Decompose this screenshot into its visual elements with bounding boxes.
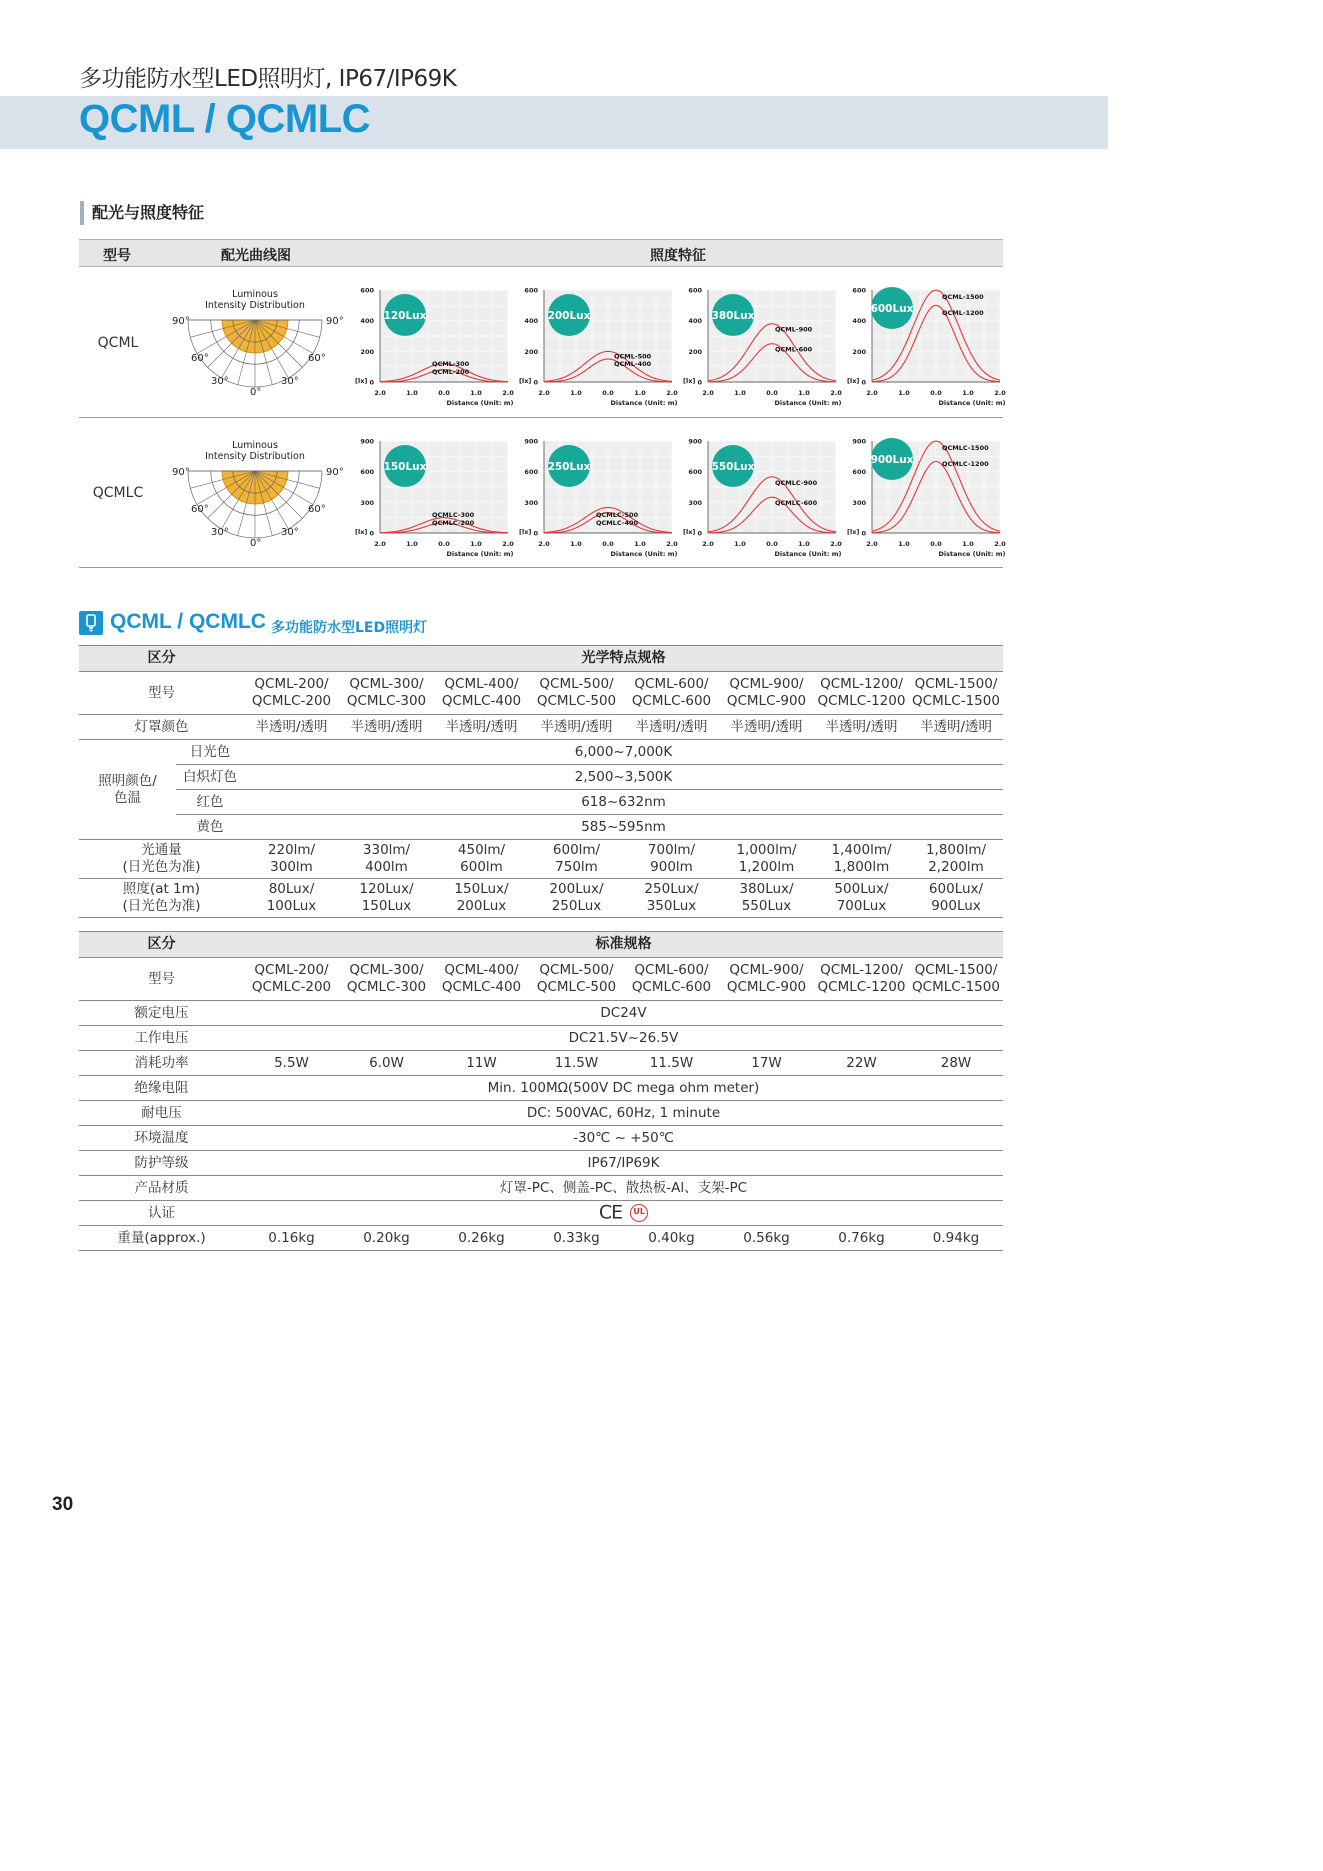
series-label: QCML-600 [775,345,813,354]
x-tick-label: 1.0 [406,389,418,397]
series-label: QCMLC-900 [775,478,818,487]
series-label: QCML-1500 [942,293,984,301]
weight-cell: 0.40kg [624,1226,719,1251]
model-cell: QCML-600/ QCMLC-600 [624,958,719,1001]
y-unit-label: [lx] [355,528,368,536]
col-curve-header: 配光曲线图 [221,248,291,264]
insulation-row [79,1076,1003,1101]
y-tick-label: 600 [524,286,538,295]
page-title: QCML / QCMLC [79,97,371,141]
lux-badge-label: 200Lux [547,310,591,322]
x-tick-label: 0.0 [930,389,942,397]
cover-cell: 半透明/透明 [909,715,1003,740]
y-tick-label: 300 [524,498,538,507]
rated-voltage-row [79,1001,1003,1026]
illuminance-cell: 200Lux/ 250Lux [529,879,624,918]
weight-cell: 0.76kg [814,1226,909,1251]
y-tick-label: 0 [861,529,866,538]
illuminance-chart [680,283,840,409]
model-cell: QCML-900/ QCMLC-900 [719,672,814,715]
x-axis-title: Distance (Unit: m) [446,399,514,407]
distribution-table-bottom [79,567,1003,568]
model-cell: QCML-1500/ QCMLC-1500 [909,672,1003,715]
x-tick-label: 2.0 [866,540,878,548]
y-tick-label: 600 [688,468,702,477]
color-name: 日光色 [176,740,244,765]
polar-title: Luminous [232,289,278,300]
illuminance-cell: 600Lux/ 900Lux [909,879,1003,918]
color-row-daylight [79,740,1003,765]
y-tick-label: 300 [852,498,866,507]
model-cell: QCML-300/ QCMLC-300 [339,958,434,1001]
x-tick-label: 1.0 [734,389,746,397]
series-label: QCML-400 [614,360,652,368]
material-label: 产品材质 [79,1176,244,1201]
optical-spec-table [79,645,1003,918]
color-value: 618~632nm [244,790,1003,815]
series-label: QCML-1200 [942,309,984,317]
x-tick-label: 2.0 [830,540,842,548]
x-tick-label: 0.0 [930,540,942,548]
model-cell: QCML-500/ QCMLC-500 [529,672,624,715]
model-cell: QCML-600/ QCMLC-600 [624,672,719,715]
illuminance-chart [516,434,676,560]
certification-label: 认证 [79,1201,244,1226]
color-value: 2,500~3,500K [244,765,1003,790]
lux-badge-label: 150Lux [383,461,427,473]
color-value: 585~595nm [244,815,1003,840]
illuminance-cell: 150Lux/ 200Lux [434,879,529,918]
y-tick-label: 400 [852,317,866,326]
x-axis-title: Distance (Unit: m) [610,550,678,558]
flux-cell: 600lm/ 750lm [529,840,624,879]
page-subtitle: 多功能防水型LED照明灯, IP67/IP69K [79,66,457,92]
x-tick-label: 2.0 [702,389,714,397]
operating-voltage-value: DC21.5V~26.5V [244,1026,1003,1051]
col-model-header: 型号 [103,248,131,264]
power-cell: 5.5W [244,1051,339,1076]
y-unit-label: [lx] [355,377,368,385]
rated-voltage-label: 额定电压 [79,1001,244,1026]
withstand-value: DC: 500VAC, 60Hz, 1 minute [244,1101,1003,1126]
lux-badge-label: 250Lux [547,461,591,473]
x-tick-label: 0.0 [602,389,614,397]
cover-cell: 半透明/透明 [339,715,434,740]
certification-row [79,1201,1003,1226]
illuminance-chart [680,434,840,560]
x-tick-label: 2.0 [994,389,1006,397]
illuminance-chart [844,434,1004,560]
x-axis-title: Distance (Unit: m) [938,550,1006,558]
color-name: 红色 [176,790,244,815]
series-label: QCMLC-300 [432,511,475,519]
x-tick-label: 1.0 [406,540,418,548]
color-row-red [79,790,1003,815]
optical-models-label: 型号 [79,672,244,715]
x-tick-label: 0.0 [766,540,778,548]
x-tick-label: 1.0 [798,389,810,397]
standard-head-label: 区分 [79,932,244,958]
cover-cell: 半透明/透明 [624,715,719,740]
x-axis-title: Distance (Unit: m) [774,399,842,407]
series-label: QCMLC-400 [596,519,639,527]
series-label: QCML-200 [432,368,470,376]
y-tick-label: 600 [524,468,538,477]
operating-voltage-label: 工作电压 [79,1026,244,1051]
angle-label: 90° [326,316,344,327]
illuminance-cell: 250Lux/ 350Lux [624,879,719,918]
certification-marks [244,1201,1003,1226]
weight-cell: 0.26kg [434,1226,529,1251]
y-tick-label: 600 [688,286,702,295]
y-tick-label: 0 [697,378,702,387]
x-tick-label: 1.0 [898,389,910,397]
distribution-table-header [79,239,1003,267]
illuminance-label: 照度(at 1m) (日光色为准) [79,879,244,918]
y-unit-label: [lx] [847,528,860,536]
series-label: QCML-300 [432,360,470,368]
material-value: 灯罩-PC、侧盖-PC、散热板-Al、支架-PC [244,1176,1003,1201]
weight-cell: 0.20kg [339,1226,434,1251]
series-label: QCMLC-600 [775,499,818,508]
x-axis-title: Distance (Unit: m) [938,399,1006,407]
model-cell: QCML-400/ QCMLC-400 [434,958,529,1001]
distribution-row-divider [79,417,1003,418]
x-tick-label: 0.0 [766,389,778,397]
ce-mark-icon: CE [598,1201,623,1224]
row-model-qcml: QCML [97,335,139,351]
x-tick-label: 1.0 [634,540,646,548]
y-tick-label: 0 [369,378,374,387]
y-tick-label: 200 [852,347,866,356]
angle-label: 90° [326,467,344,478]
power-cell: 17W [719,1051,814,1076]
illuminance-chart [844,283,1004,409]
ambient-row [79,1126,1003,1151]
model-cell: QCML-200/ QCMLC-200 [244,672,339,715]
x-tick-label: 2.0 [994,540,1006,548]
power-cell: 22W [814,1051,909,1076]
model-cell: QCML-500/ QCMLC-500 [529,958,624,1001]
protection-row [79,1151,1003,1176]
x-tick-label: 0.0 [602,540,614,548]
y-tick-label: 200 [524,347,538,356]
weight-cell: 0.33kg [529,1226,624,1251]
illuminance-chart [516,283,676,409]
cover-cell: 半透明/透明 [719,715,814,740]
model-cell: QCML-300/ QCMLC-300 [339,672,434,715]
polar-title: Luminous [232,440,278,451]
y-tick-label: 900 [524,437,538,446]
x-axis-title: Distance (Unit: m) [774,550,842,558]
row-model-qcmlc: QCMLC [92,485,144,501]
angle-label: 0° [250,387,262,398]
y-tick-label: 0 [533,378,538,387]
color-row-warm [79,765,1003,790]
angle-label: 60° [308,353,326,364]
series-label: QCMLC-500 [596,511,639,519]
x-tick-label: 2.0 [374,389,386,397]
flux-cell: 450lm/ 600lm [434,840,529,879]
y-tick-label: 400 [688,317,702,326]
y-tick-label: 200 [360,347,374,356]
weight-cell: 0.94kg [909,1226,1003,1251]
power-cell: 28W [909,1051,1003,1076]
y-unit-label: [lx] [683,377,696,385]
weight-row [79,1226,1003,1251]
power-cell: 11W [434,1051,529,1076]
x-tick-label: 2.0 [666,540,678,548]
insulation-label: 绝缘电阻 [79,1076,244,1101]
polar-diagram [155,435,355,547]
y-tick-label: 200 [688,347,702,356]
flux-row [79,840,1003,879]
angle-label: 30° [211,527,229,538]
y-tick-label: 900 [360,437,374,446]
angle-label: 90° [172,467,190,478]
distribution-heading: 配光与照度特征 [80,201,204,225]
lux-badge-label: 550Lux [711,461,755,473]
standard-models-label: 型号 [79,958,244,1001]
material-row [79,1176,1003,1201]
illuminance-cell: 500Lux/ 700Lux [814,879,909,918]
lux-badge-label: 120Lux [383,310,427,322]
y-unit-label: [lx] [519,377,532,385]
x-axis-title: Distance (Unit: m) [446,550,514,558]
y-tick-label: 900 [688,437,702,446]
x-tick-label: 1.0 [570,540,582,548]
cover-color-row [79,715,1003,740]
x-tick-label: 2.0 [502,540,514,548]
standard-models-row [79,958,1003,1001]
flux-cell: 700lm/ 900lm [624,840,719,879]
angle-label: 60° [308,504,326,515]
power-cell: 6.0W [339,1051,434,1076]
x-tick-label: 2.0 [666,389,678,397]
angle-label: 60° [191,353,209,364]
series-label: QCML-500 [614,352,652,361]
angle-label: 30° [281,527,299,538]
illuminance-cell: 380Lux/ 550Lux [719,879,814,918]
insulation-value: Min. 100MΩ(500V DC mega ohm meter) [244,1076,1003,1101]
weight-label: 重量(approx.) [79,1226,244,1251]
optical-models-row [79,672,1003,715]
ul-mark-icon: UL [630,1204,648,1222]
y-unit-label: [lx] [683,528,696,536]
lux-badge-label: 600Lux [870,303,914,315]
y-unit-label: [lx] [519,528,532,536]
flux-cell: 220lm/ 300lm [244,840,339,879]
power-row [79,1051,1003,1076]
y-tick-label: 400 [524,317,538,326]
series-label: QCML-900 [775,325,813,334]
ambient-value: -30℃ ~ +50℃ [244,1126,1003,1151]
x-tick-label: 0.0 [438,389,450,397]
color-row-yellow [79,815,1003,840]
color-name: 白炽灯色 [176,765,244,790]
optical-header-row [79,646,1003,672]
y-unit-label: [lx] [847,377,860,385]
protection-value: IP67/IP69K [244,1151,1003,1176]
x-tick-label: 2.0 [702,540,714,548]
illuminance-row [79,879,1003,918]
illuminance-chart [352,283,512,409]
x-axis-title: Distance (Unit: m) [610,399,678,407]
cover-color-label: 灯罩颜色 [79,715,244,740]
model-cell: QCML-900/ QCMLC-900 [719,958,814,1001]
y-tick-label: 600 [360,468,374,477]
lamp-icon [79,611,103,635]
title-band [0,96,1108,149]
flux-label: 光通量 (日光色为准) [79,840,244,879]
y-tick-label: 600 [852,468,866,477]
x-tick-label: 1.0 [470,389,482,397]
y-tick-label: 0 [861,378,866,387]
protection-label: 防护等级 [79,1151,244,1176]
model-cell: QCML-200/ QCMLC-200 [244,958,339,1001]
weight-cell: 0.56kg [719,1226,814,1251]
y-tick-label: 0 [533,529,538,538]
standard-header-row [79,932,1003,958]
x-tick-label: 2.0 [374,540,386,548]
standard-head-title: 标准规格 [244,932,1003,958]
operating-voltage-row [79,1026,1003,1051]
x-tick-label: 0.0 [438,540,450,548]
x-tick-label: 1.0 [570,389,582,397]
flux-cell: 1,400lm/ 1,800lm [814,840,909,879]
model-cell: QCML-1500/ QCMLC-1500 [909,958,1003,1001]
x-tick-label: 1.0 [470,540,482,548]
y-tick-label: 600 [852,286,866,295]
power-label: 消耗功率 [79,1051,244,1076]
col-illuminance-header: 照度特征 [650,248,706,264]
flux-cell: 1,000lm/ 1,200lm [719,840,814,879]
illuminance-cell: 80Lux/ 100Lux [244,879,339,918]
polar-title: Intensity Distribution [205,300,305,311]
angle-label: 30° [211,376,229,387]
x-tick-label: 1.0 [734,540,746,548]
product-subtitle: 多功能防水型LED照明灯 [271,620,428,636]
x-tick-label: 1.0 [898,540,910,548]
x-tick-label: 2.0 [502,389,514,397]
series-label: QCMLC-1500 [942,444,989,452]
x-tick-label: 2.0 [538,540,550,548]
lux-badge-label: 380Lux [711,310,755,322]
ambient-label: 环境温度 [79,1126,244,1151]
lux-badge-label: 900Lux [870,454,914,466]
page-number: 30 [52,1494,74,1515]
color-group-label: 照明颜色/ 色温 [79,740,176,840]
x-tick-label: 2.0 [866,389,878,397]
polar-title: Intensity Distribution [205,451,305,462]
withstand-label: 耐电压 [79,1101,244,1126]
cover-cell: 半透明/透明 [434,715,529,740]
y-tick-label: 0 [697,529,702,538]
cover-cell: 半透明/透明 [814,715,909,740]
optical-head-label: 区分 [79,646,244,672]
illuminance-chart [352,434,512,560]
product-title: QCML / QCMLC [110,610,266,633]
power-cell: 11.5W [624,1051,719,1076]
y-tick-label: 300 [688,498,702,507]
standard-spec-table [79,931,1003,1251]
y-tick-label: 300 [360,498,374,507]
x-tick-label: 1.0 [798,540,810,548]
power-cell: 11.5W [529,1051,624,1076]
x-tick-label: 1.0 [962,540,974,548]
angle-label: 90° [172,316,190,327]
model-cell: QCML-400/ QCMLC-400 [434,672,529,715]
weight-cell: 0.16kg [244,1226,339,1251]
angle-label: 60° [191,504,209,515]
angle-label: 0° [250,538,262,549]
model-cell: QCML-1200/ QCMLC-1200 [814,958,909,1001]
angle-label: 30° [281,376,299,387]
illuminance-cell: 120Lux/ 150Lux [339,879,434,918]
color-value: 6,000~7,000K [244,740,1003,765]
flux-cell: 330lm/ 400lm [339,840,434,879]
cover-cell: 半透明/透明 [529,715,624,740]
series-label: QCMLC-200 [432,519,475,527]
y-tick-label: 600 [360,286,374,295]
x-tick-label: 1.0 [634,389,646,397]
x-tick-label: 2.0 [538,389,550,397]
cover-cell: 半透明/透明 [244,715,339,740]
y-tick-label: 400 [360,317,374,326]
y-tick-label: 900 [852,437,866,446]
withstand-row [79,1101,1003,1126]
x-tick-label: 2.0 [830,389,842,397]
optical-head-title: 光学特点规格 [244,646,1003,672]
series-label: QCMLC-1200 [942,460,989,468]
polar-diagram [155,284,355,396]
rated-voltage-value: DC24V [244,1001,1003,1026]
model-cell: QCML-1200/ QCMLC-1200 [814,672,909,715]
y-tick-label: 0 [369,529,374,538]
color-name: 黄色 [176,815,244,840]
flux-cell: 1,800lm/ 2,200lm [909,840,1003,879]
x-tick-label: 1.0 [962,389,974,397]
